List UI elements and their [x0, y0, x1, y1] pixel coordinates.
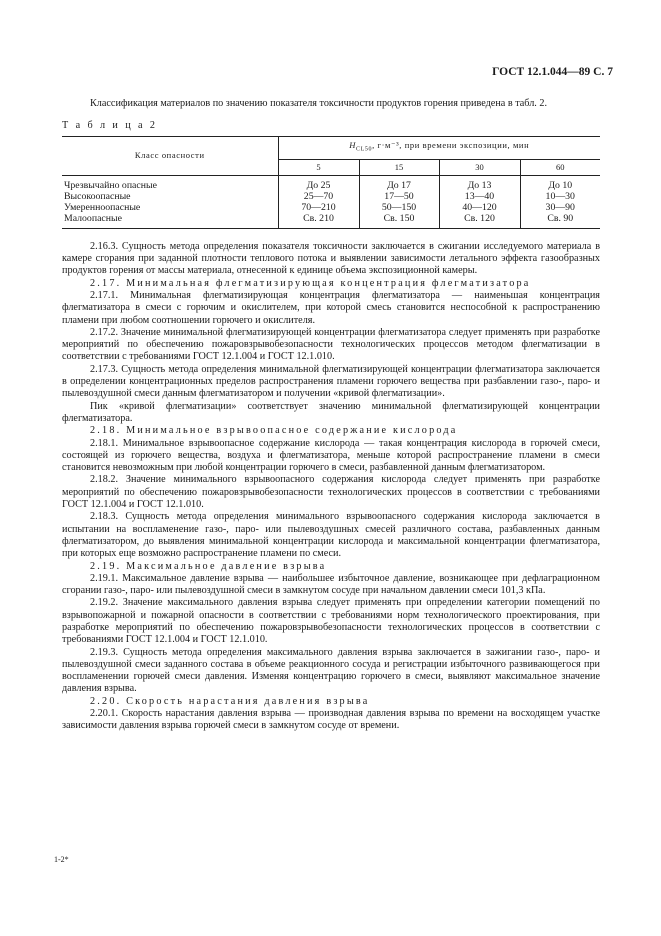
footer-signature: 1-2*: [54, 855, 69, 864]
table-cell: 50—150: [381, 202, 417, 214]
table-cell: До 17: [387, 179, 411, 191]
section-heading: 2.20. Скорость нарастания давления взрыва: [90, 695, 370, 707]
body-paragraph: 2.18.1. Минимальное взрывоопасное содержание кислорода — такая концентрация кислорода в горючей смеси, состоящей из горючего вещества, воздуха и флегматизатора, меньше которой распространение пламени в смеси становится невозможным при любой концентрации горючего в смеси, разбавленной данным флегматизатором.: [62, 437, 600, 474]
body-paragraphs: [62, 241, 600, 733]
class-name: Высокоопасные: [64, 190, 131, 202]
section-heading: 2.17. Минимальная флегматизирующая концентрация флегматизатора: [90, 277, 531, 289]
page-content: [62, 98, 600, 733]
body-paragraph: 2.18.3. Сущность метода определения минимального взрывоопасного содержания кислорода заключается в испытании на воспламенение газо-, паро- или пылевоздушных смесей различного состава, разбавленных данным флегматизатором, до выявления минимальной концентрации кислорода и максимальной концентрации флегматизатора, при которых еще возможно распространение пламени по смеси.: [62, 511, 600, 560]
table-cell: 13—40: [464, 190, 495, 202]
exposure-header: [278, 136, 600, 159]
body-paragraph: 2.17.3. Сущность метода определения минимальной флегматизирующей концентрации флегматизатора заключается в определении концентрационных пределов распространения пламени горючего вещества при разбавлении газо-, паро- и пылевоздушной смеси данным флегматизатором и получении «кривой флегматизации».: [62, 363, 600, 400]
body-paragraph: 2.18.2. Значение минимального взрывоопасного содержания кислорода следует применять при разработке мероприятий по обеспечению пожаровзрывобезопасности технологических процессов в соответствии с требованиями ГОСТ 12.1.004 и ГОСТ 12.1.010.: [62, 474, 600, 511]
body-paragraph: 2.19.3. Сущность метода определения максимального давления взрыва заключается в зажигании газо-, паро- и пылевоздушной смеси заданного состава в объеме реакционного сосуда и регистрации избыточного развивающегося при воспламенении горючей смеси давления. Изменяя концентрацию горючего в смеси, выявляют максимальное значение давления взрыва.: [62, 646, 600, 695]
body-paragraph: 2.17.2. Значение минимальной флегматизирующей концентрации флегматизатора следует применять при разработке мероприятий по обеспечению пожаровзрывобезопасности технологических процессов методом флегматизации в соответствии с требованиями ГОСТ 12.1.004 и ГОСТ 12.1.010.: [62, 326, 600, 363]
time-header-30: 30: [439, 159, 520, 175]
time-header-60: 60: [520, 159, 600, 175]
values-column-30: [439, 175, 520, 228]
table-cell: 25—70: [303, 190, 334, 202]
table-cell: До 25: [306, 179, 331, 191]
section-heading: 2.19. Максимальное давление взрыва: [90, 560, 327, 572]
section-heading: 2.18. Минимальное взрывоопасное содержание кислорода: [90, 425, 458, 437]
body-paragraph: 2.19.1. Максимальное давление взрыва — наибольшее избыточное давление, возникающее при дефлаграционном сгорании газо-, паро- или пылевоздушной смеси в замкнутом сосуде при начальном давлении смеси 101,3 кПа.: [62, 572, 600, 597]
class-name: Малоопасные: [64, 213, 122, 225]
table-caption: Т а б л и ц а 2: [62, 120, 158, 132]
table-cell: 10—30: [545, 190, 575, 202]
class-header: Класс опасности: [62, 136, 278, 175]
table-cell: Св. 150: [383, 213, 415, 225]
table-cell: Св. 90: [547, 213, 574, 225]
header-symbol: H: [349, 140, 357, 151]
class-name: Умеренноопасные: [64, 202, 141, 214]
table-cell: 40—120: [462, 202, 497, 214]
class-name: Чрезвычайно опасные: [64, 179, 157, 191]
class-column: [62, 175, 278, 228]
body-paragraph: 2.20.1. Скорость нарастания давления взрыва — производная давления взрыва по времени на восходящем участке зависимости давления взрыва горючей смеси в замкнутом сосуде от времени.: [62, 708, 600, 732]
header-rest: , г·м⁻³, при времени экспозиции, мин: [372, 140, 530, 151]
table-cell: 70—210: [301, 202, 336, 214]
values-column-5: [278, 175, 359, 228]
time-header-5: 5: [278, 159, 359, 175]
table-cell: 17—50: [384, 190, 414, 202]
toxicity-table: [62, 136, 600, 229]
values-column-15: [359, 175, 439, 228]
table-cell: 30—90: [545, 202, 575, 214]
page-header: ГОСТ 12.1.044—89 С. 7: [492, 66, 613, 78]
body-paragraph: 2.16.3. Сущность метода определения показателя токсичности заключается в сжигании исследуемого материала в камере сгорания при заданной плотности теплового потока и выявлении зависимости летального эффекта газообразных продуктов горения от массы материала, отнесенной к единице объема экспозиционной камеры.: [62, 240, 600, 277]
table-body-row: [62, 175, 600, 228]
table-cell: Св. 120: [464, 213, 495, 225]
header-subscript: CL50: [356, 146, 373, 153]
table-cell: До 10: [548, 179, 573, 191]
values-column-60: [520, 175, 600, 228]
time-header-15: 15: [359, 159, 439, 175]
intro-paragraph: Классификация материалов по значению показателя токсичности продуктов горения приведена в табл. 2.: [90, 98, 548, 109]
body-paragraph: 2.19.2. Значение максимального давления взрыва следует применять при определении категории помещений по взрывопожарной и пожарной опасности в соответствии с требованиями норм технологического проектирования, при разработке мероприятий по обеспечению пожаровзрывобезопасности технологических процессов в соответствии с требованиями ГОСТ 12.1.004 и ГОСТ 12.1.010.: [62, 597, 600, 646]
body-paragraph: Пик «кривой флегматизации» соответствует значению минимальной флегматизирующей концентрации флегматизатора.: [62, 400, 600, 424]
body-paragraph: 2.17.1. Минимальная флегматизирующая концентрация флегматизатора — наименьшая концентрация флегматизатора в смеси с горючим и окислителем, при которой смесь становится неспособной к распространению пламени при любом соотношении горючего и окислителя.: [62, 289, 600, 326]
table-cell: До 13: [467, 179, 492, 191]
table-cell: Св. 210: [303, 213, 334, 225]
